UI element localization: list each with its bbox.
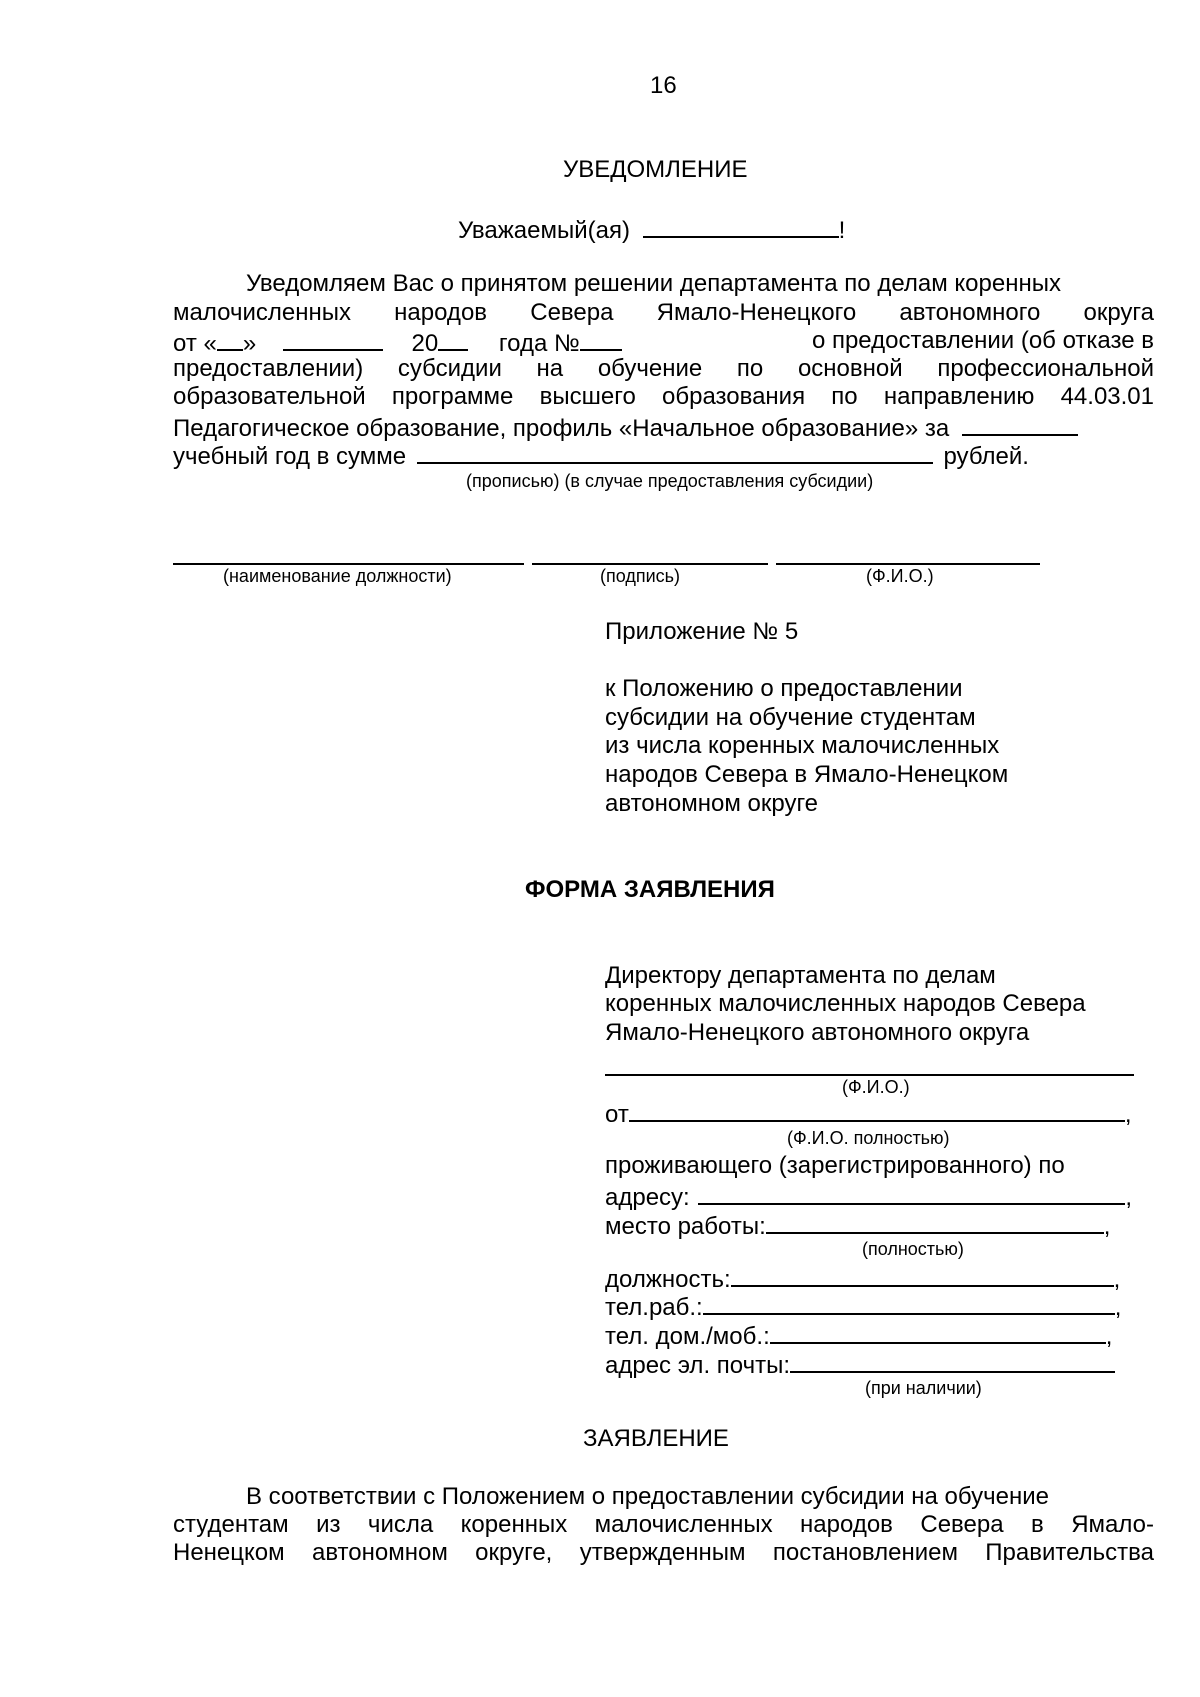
amount-field[interactable]: [417, 440, 933, 464]
work-row: [605, 1210, 1110, 1241]
email-caption: (при наличии): [865, 1378, 982, 1398]
email-label: адрес эл. почты:: [605, 1352, 791, 1379]
notice-body-line: Уведомляем Вас о принятом решении департамента по делам коренных: [246, 270, 1061, 297]
form-title: ФОРМА ЗАЯВЛЕНИЯ: [525, 876, 775, 903]
residence-label: проживающего (зарегистрированного) по: [605, 1152, 1065, 1179]
from-fio-field[interactable]: [629, 1098, 1125, 1122]
position-row: [605, 1263, 1120, 1294]
email-field[interactable]: [790, 1349, 1115, 1373]
notice-body-line: малочисленных народов Севера Ямало-Ненецкого автономного округа: [173, 299, 1154, 326]
notice-body-line: [173, 327, 1154, 358]
application-line: Ненецком автономном округе, утвержденным постановлением Правительства: [173, 1539, 1154, 1566]
appendix-line: автономном округе: [605, 790, 819, 817]
appendix-title: Приложение № 5: [605, 618, 799, 645]
year-prefix: 20: [411, 330, 439, 357]
application-line: В соответствии с Положением о предоставлении субсидии на обучение: [246, 1483, 1049, 1510]
notice-body-line: образовательной программе высшего образования по направлению 44.03.01: [173, 383, 1154, 410]
signature-line[interactable]: [532, 563, 768, 565]
notice-body-line: [173, 440, 1029, 471]
signature-caption: (подпись): [600, 566, 681, 586]
home-phone-field[interactable]: [770, 1320, 1106, 1344]
fio-caption: (Ф.И.О.): [866, 566, 934, 586]
comma: ,: [1114, 1294, 1122, 1321]
notice-body-text: учебный год в сумме: [173, 443, 407, 470]
appendix-line: субсидии на обучение студентам: [605, 704, 976, 731]
appendix-line: к Положению о предоставлении: [605, 675, 963, 702]
comma: ,: [1113, 1266, 1121, 1293]
job-position-field[interactable]: [731, 1263, 1114, 1287]
work-phone-label: тел.раб.:: [605, 1294, 703, 1321]
appendix-line: из числа коренных малочисленных: [605, 732, 1000, 759]
addressee-line: Директору департамента по делам: [605, 962, 996, 989]
addressee-fio-caption: (Ф.И.О.): [842, 1077, 910, 1097]
address-row: [605, 1181, 1132, 1212]
greeting-suffix: !: [838, 217, 846, 244]
address-field[interactable]: [698, 1181, 1125, 1205]
notice-greeting: [458, 214, 845, 245]
decision-number-label: года №: [498, 330, 580, 357]
work-label: место работы:: [605, 1213, 766, 1240]
day-field[interactable]: [217, 327, 243, 351]
position-line[interactable]: [173, 563, 524, 565]
from-caption: (Ф.И.О. полностью): [787, 1128, 950, 1148]
work-field[interactable]: [766, 1210, 1104, 1234]
email-row: [605, 1349, 1115, 1380]
date-open: от «: [173, 330, 217, 357]
greeting-prefix: Уважаемый(ая): [458, 217, 630, 244]
notice-body-line: предоставлении) субсидии на обучение по основной профессиональной: [173, 355, 1154, 382]
from-label: от: [605, 1101, 629, 1128]
page-number: 16: [650, 72, 677, 99]
decision-number-field[interactable]: [580, 327, 622, 351]
position-caption: (наименование должности): [223, 566, 452, 586]
address-label: адресу:: [605, 1184, 690, 1211]
home-phone-row: [605, 1320, 1112, 1351]
comma: ,: [1124, 1101, 1132, 1128]
comma: ,: [1125, 1184, 1133, 1211]
notice-body-line: [173, 412, 1078, 443]
job-position-label: должность:: [605, 1266, 731, 1293]
application-title: ЗАЯВЛЕНИЕ: [583, 1425, 729, 1452]
month-field[interactable]: [283, 327, 383, 351]
academic-year-field[interactable]: [962, 412, 1078, 436]
year-field[interactable]: [438, 327, 468, 351]
work-caption: (полностью): [862, 1239, 964, 1259]
decision-type-text: о предоставлении (об отказе в: [811, 327, 1154, 354]
notice-body-text: рублей.: [943, 443, 1029, 470]
comma: ,: [1105, 1323, 1113, 1350]
work-phone-row: [605, 1291, 1121, 1322]
appendix-line: народов Севера в Ямало-Ненецком: [605, 761, 1009, 788]
amount-caption: (прописью) (в случае предоставления субсидии): [466, 471, 874, 491]
notice-title: УВЕДОМЛЕНИЕ: [563, 156, 748, 183]
recipient-name-field[interactable]: [643, 214, 839, 238]
date-close: »: [242, 330, 257, 357]
addressee-line: коренных малочисленных народов Севера: [605, 990, 1086, 1017]
addressee-fio-line[interactable]: [605, 1074, 1134, 1076]
home-phone-label: тел. дом./моб.:: [605, 1323, 770, 1350]
application-line: студентам из числа коренных малочисленных народов Севера в Ямало-: [173, 1511, 1154, 1538]
work-phone-field[interactable]: [703, 1291, 1115, 1315]
addressee-line: Ямало-Ненецкого автономного округа: [605, 1019, 1030, 1046]
notice-body-text: Педагогическое образование, профиль «Начальное образование» за: [173, 415, 950, 442]
fio-line[interactable]: [776, 563, 1040, 565]
from-row: [605, 1098, 1131, 1129]
comma: ,: [1103, 1213, 1111, 1240]
